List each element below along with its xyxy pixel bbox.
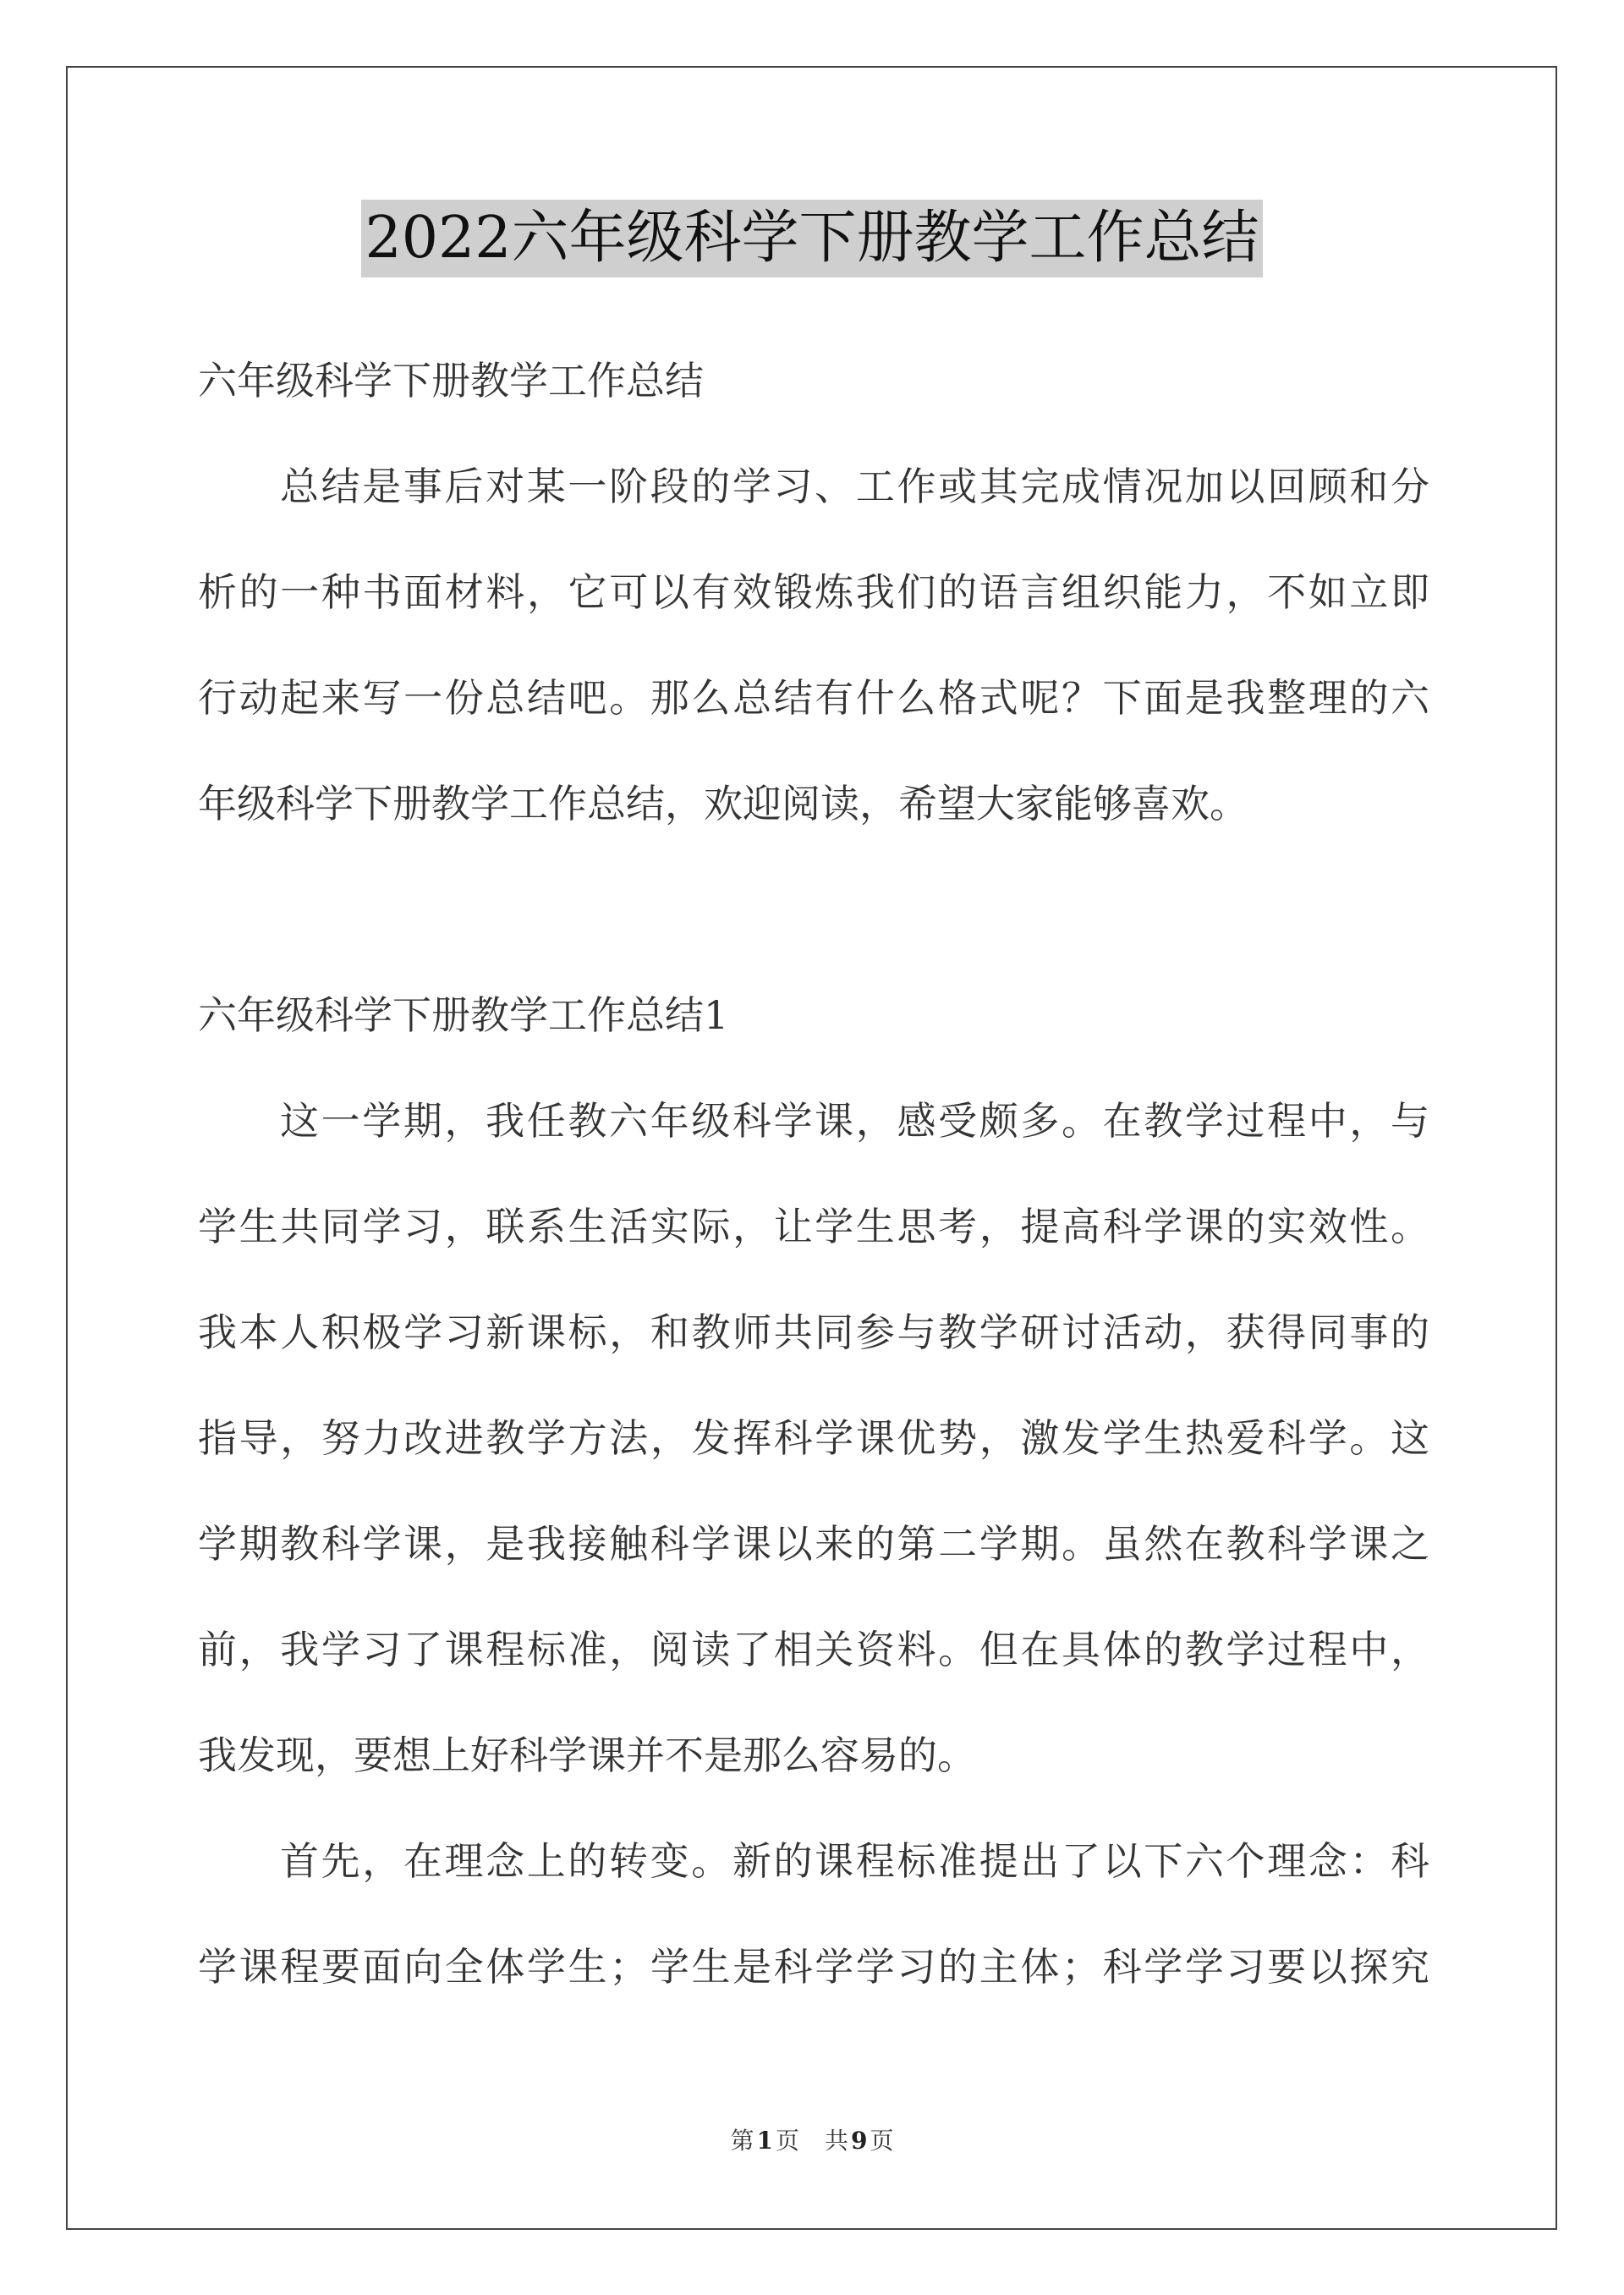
paragraph-line: 行动起来写一份总结吧。那么总结有什么格式呢？下面是我整理的六	[198, 675, 1429, 721]
paragraph-line: 指导，努力改进教学方法，发挥科学课优势，激发学生热爱科学。这	[198, 1415, 1429, 1461]
paragraph-line: 析的一种书面材料，它可以有效锻炼我们的语言组织能力，不如立即	[198, 569, 1429, 615]
paragraph-line: 学课程要面向全体学生；学生是科学学习的主体；科学学习要以探究	[198, 1944, 1429, 1990]
footer-page-suffix: 页	[775, 2127, 799, 2155]
document-title: 2022六年级科学下册教学工作总结	[361, 200, 1262, 277]
intro-paragraph	[198, 434, 1433, 857]
footer-prefix: 第	[730, 2127, 754, 2155]
paragraph-line: 我发现，要想上好科学课并不是那么容易的。	[198, 1732, 976, 1778]
title-container	[0, 200, 1624, 277]
total-pages-number: 9	[851, 2127, 868, 2155]
footer-total-prefix: 共	[825, 2127, 849, 2155]
blank-line	[198, 857, 1429, 963]
paragraph-line: 这一学期，我任教六年级科学课，感受颇多。在教学过程中，与	[280, 1098, 1429, 1144]
paragraph-line: 学期教科学课，是我接触科学课以来的第二学期。虽然在教科学课之	[198, 1521, 1429, 1567]
paragraph-line: 年级科学下册教学工作总结，欢迎阅读，希望大家能够喜欢。	[198, 781, 1248, 826]
section-paragraph-1	[198, 1068, 1433, 1809]
paragraph-line: 总结是事后对某一阶段的学习、工作或其完成情况加以回顾和分	[280, 464, 1429, 509]
paragraph-line: 学生共同学习，联系生活实际，让学生思考，提高科学课的实效性。	[198, 1204, 1429, 1249]
intro-heading: 六年级科学下册教学工作总结	[198, 358, 704, 404]
paragraph-line: 首先，在理念上的转变。新的课程标准提出了以下六个理念：科	[280, 1838, 1429, 1884]
paragraph-line: 我本人积极学习新课标，和教师共同参与教学研讨活动，获得同事的	[198, 1309, 1429, 1355]
page-footer	[0, 2124, 1624, 2158]
footer-total-suffix: 页	[870, 2127, 894, 2155]
current-page-number: 1	[756, 2127, 773, 2155]
section-paragraph-2	[198, 1809, 1433, 2020]
document-body	[198, 328, 1433, 2020]
section-heading: 六年级科学下册教学工作总结1	[198, 992, 729, 1038]
paragraph-line: 前，我学习了课程标准，阅读了相关资料。但在具体的教学过程中，	[198, 1627, 1429, 1672]
